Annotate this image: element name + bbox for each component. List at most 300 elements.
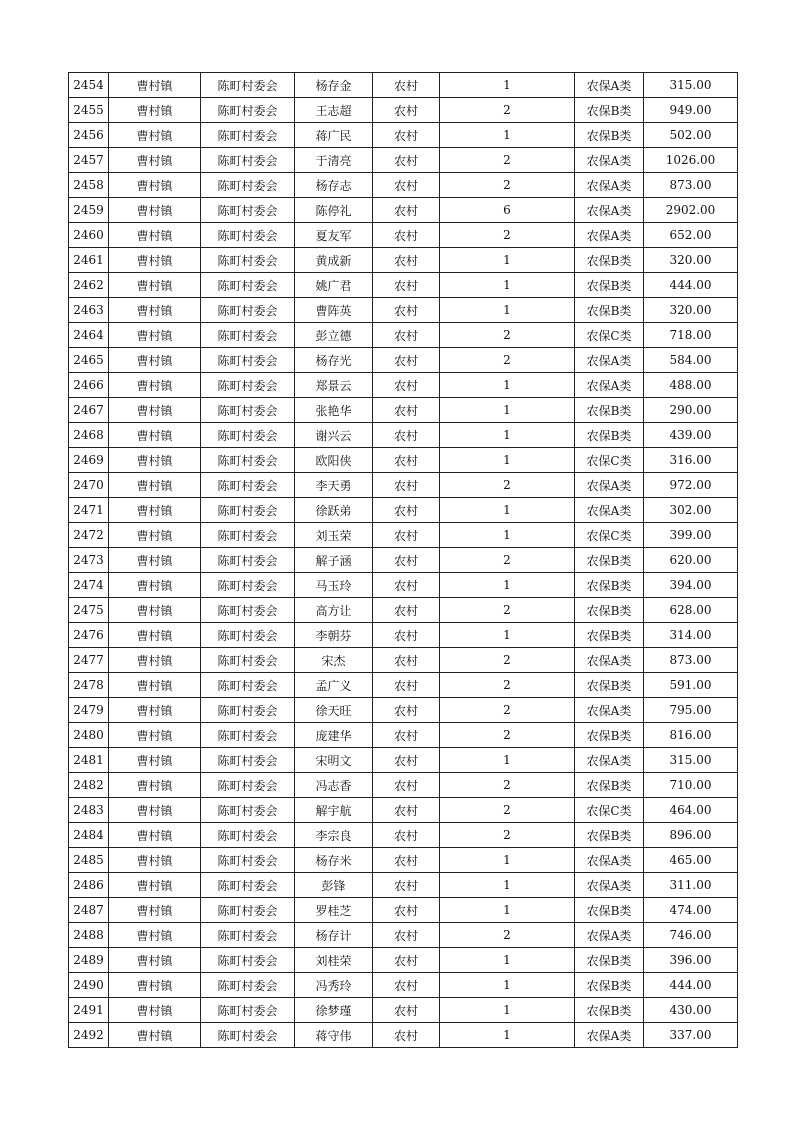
town-cell: 曹村镇 bbox=[109, 148, 201, 173]
amount-cell: 444.00 bbox=[644, 973, 738, 998]
insurance-category-cell: 农保A类 bbox=[575, 1023, 644, 1048]
town-cell: 曹村镇 bbox=[109, 223, 201, 248]
table-row bbox=[69, 973, 738, 998]
amount-cell: 795.00 bbox=[644, 698, 738, 723]
village-committee-cell: 陈町村委会 bbox=[201, 298, 295, 323]
table-row bbox=[69, 948, 738, 973]
town-cell: 曹村镇 bbox=[109, 323, 201, 348]
table-row bbox=[69, 298, 738, 323]
village-committee-cell: 陈町村委会 bbox=[201, 473, 295, 498]
row-number-cell: 2477 bbox=[69, 648, 109, 673]
village-committee-cell: 陈町村委会 bbox=[201, 498, 295, 523]
table-row bbox=[69, 148, 738, 173]
household-count-cell: 2 bbox=[440, 148, 575, 173]
name-cell: 高方让 bbox=[295, 598, 373, 623]
household-count-cell: 1 bbox=[440, 373, 575, 398]
table-row bbox=[69, 323, 738, 348]
area-type-cell: 农村 bbox=[373, 648, 440, 673]
amount-cell: 399.00 bbox=[644, 523, 738, 548]
town-cell: 曹村镇 bbox=[109, 973, 201, 998]
area-type-cell: 农村 bbox=[373, 123, 440, 148]
name-cell: 陈停礼 bbox=[295, 198, 373, 223]
village-committee-cell: 陈町村委会 bbox=[201, 598, 295, 623]
insurance-category-cell: 农保A类 bbox=[575, 498, 644, 523]
area-type-cell: 农村 bbox=[373, 798, 440, 823]
insurance-category-cell: 农保A类 bbox=[575, 73, 644, 98]
row-number-cell: 2463 bbox=[69, 298, 109, 323]
amount-cell: 311.00 bbox=[644, 873, 738, 898]
record-table-body bbox=[69, 73, 738, 1048]
area-type-cell: 农村 bbox=[373, 823, 440, 848]
area-type-cell: 农村 bbox=[373, 723, 440, 748]
name-cell: 黄成新 bbox=[295, 248, 373, 273]
row-number-cell: 2474 bbox=[69, 573, 109, 598]
household-count-cell: 2 bbox=[440, 348, 575, 373]
amount-cell: 394.00 bbox=[644, 573, 738, 598]
village-committee-cell: 陈町村委会 bbox=[201, 398, 295, 423]
table-row bbox=[69, 823, 738, 848]
amount-cell: 652.00 bbox=[644, 223, 738, 248]
town-cell: 曹村镇 bbox=[109, 698, 201, 723]
name-cell: 李朝芬 bbox=[295, 623, 373, 648]
household-count-cell: 1 bbox=[440, 423, 575, 448]
household-count-cell: 2 bbox=[440, 923, 575, 948]
village-committee-cell: 陈町村委会 bbox=[201, 73, 295, 98]
row-number-cell: 2462 bbox=[69, 273, 109, 298]
amount-cell: 873.00 bbox=[644, 648, 738, 673]
village-committee-cell: 陈町村委会 bbox=[201, 323, 295, 348]
town-cell: 曹村镇 bbox=[109, 373, 201, 398]
insurance-category-cell: 农保A类 bbox=[575, 148, 644, 173]
row-number-cell: 2466 bbox=[69, 373, 109, 398]
amount-cell: 439.00 bbox=[644, 423, 738, 448]
town-cell: 曹村镇 bbox=[109, 773, 201, 798]
name-cell: 蒋广民 bbox=[295, 123, 373, 148]
row-number-cell: 2487 bbox=[69, 898, 109, 923]
town-cell: 曹村镇 bbox=[109, 273, 201, 298]
row-number-cell: 2484 bbox=[69, 823, 109, 848]
village-committee-cell: 陈町村委会 bbox=[201, 448, 295, 473]
row-number-cell: 2455 bbox=[69, 98, 109, 123]
table-row bbox=[69, 1023, 738, 1048]
row-number-cell: 2457 bbox=[69, 148, 109, 173]
household-count-cell: 2 bbox=[440, 673, 575, 698]
household-count-cell: 2 bbox=[440, 798, 575, 823]
household-count-cell: 2 bbox=[440, 598, 575, 623]
household-count-cell: 1 bbox=[440, 498, 575, 523]
village-committee-cell: 陈町村委会 bbox=[201, 998, 295, 1023]
town-cell: 曹村镇 bbox=[109, 748, 201, 773]
row-number-cell: 2481 bbox=[69, 748, 109, 773]
town-cell: 曹村镇 bbox=[109, 673, 201, 698]
town-cell: 曹村镇 bbox=[109, 473, 201, 498]
town-cell: 曹村镇 bbox=[109, 73, 201, 98]
town-cell: 曹村镇 bbox=[109, 448, 201, 473]
table-row bbox=[69, 598, 738, 623]
insurance-category-cell: 农保C类 bbox=[575, 323, 644, 348]
village-committee-cell: 陈町村委会 bbox=[201, 873, 295, 898]
insurance-category-cell: 农保A类 bbox=[575, 173, 644, 198]
name-cell: 张艳华 bbox=[295, 398, 373, 423]
insurance-category-cell: 农保A类 bbox=[575, 748, 644, 773]
area-type-cell: 农村 bbox=[373, 323, 440, 348]
area-type-cell: 农村 bbox=[373, 973, 440, 998]
amount-cell: 474.00 bbox=[644, 898, 738, 923]
row-number-cell: 2467 bbox=[69, 398, 109, 423]
amount-cell: 502.00 bbox=[644, 123, 738, 148]
row-number-cell: 2459 bbox=[69, 198, 109, 223]
household-count-cell: 1 bbox=[440, 73, 575, 98]
area-type-cell: 农村 bbox=[373, 698, 440, 723]
insurance-category-cell: 农保A类 bbox=[575, 923, 644, 948]
insurance-category-cell: 农保A类 bbox=[575, 373, 644, 398]
household-count-cell: 1 bbox=[440, 948, 575, 973]
area-type-cell: 农村 bbox=[373, 1023, 440, 1048]
insurance-category-cell: 农保C类 bbox=[575, 448, 644, 473]
row-number-cell: 2480 bbox=[69, 723, 109, 748]
area-type-cell: 农村 bbox=[373, 573, 440, 598]
row-number-cell: 2489 bbox=[69, 948, 109, 973]
amount-cell: 873.00 bbox=[644, 173, 738, 198]
village-committee-cell: 陈町村委会 bbox=[201, 348, 295, 373]
village-committee-cell: 陈町村委会 bbox=[201, 673, 295, 698]
amount-cell: 465.00 bbox=[644, 848, 738, 873]
household-count-cell: 1 bbox=[440, 873, 575, 898]
name-cell: 刘玉荣 bbox=[295, 523, 373, 548]
name-cell: 彭锋 bbox=[295, 873, 373, 898]
area-type-cell: 农村 bbox=[373, 598, 440, 623]
town-cell: 曹村镇 bbox=[109, 898, 201, 923]
household-count-cell: 2 bbox=[440, 723, 575, 748]
area-type-cell: 农村 bbox=[373, 773, 440, 798]
amount-cell: 302.00 bbox=[644, 498, 738, 523]
household-count-cell: 2 bbox=[440, 548, 575, 573]
name-cell: 郑景云 bbox=[295, 373, 373, 398]
village-committee-cell: 陈町村委会 bbox=[201, 523, 295, 548]
insurance-category-cell: 农保B类 bbox=[575, 673, 644, 698]
area-type-cell: 农村 bbox=[373, 873, 440, 898]
table-row bbox=[69, 873, 738, 898]
household-count-cell: 1 bbox=[440, 448, 575, 473]
town-cell: 曹村镇 bbox=[109, 723, 201, 748]
insurance-category-cell: 农保B类 bbox=[575, 123, 644, 148]
village-committee-cell: 陈町村委会 bbox=[201, 98, 295, 123]
area-type-cell: 农村 bbox=[373, 223, 440, 248]
town-cell: 曹村镇 bbox=[109, 248, 201, 273]
name-cell: 杨存计 bbox=[295, 923, 373, 948]
insurance-category-cell: 农保A类 bbox=[575, 848, 644, 873]
amount-cell: 320.00 bbox=[644, 298, 738, 323]
table-row bbox=[69, 423, 738, 448]
row-number-cell: 2490 bbox=[69, 973, 109, 998]
amount-cell: 430.00 bbox=[644, 998, 738, 1023]
insurance-category-cell: 农保B类 bbox=[575, 973, 644, 998]
insurance-category-cell: 农保B类 bbox=[575, 723, 644, 748]
household-count-cell: 2 bbox=[440, 648, 575, 673]
amount-cell: 444.00 bbox=[644, 273, 738, 298]
town-cell: 曹村镇 bbox=[109, 398, 201, 423]
row-number-cell: 2460 bbox=[69, 223, 109, 248]
row-number-cell: 2482 bbox=[69, 773, 109, 798]
village-committee-cell: 陈町村委会 bbox=[201, 648, 295, 673]
name-cell: 庞建华 bbox=[295, 723, 373, 748]
amount-cell: 584.00 bbox=[644, 348, 738, 373]
row-number-cell: 2469 bbox=[69, 448, 109, 473]
name-cell: 解宇航 bbox=[295, 798, 373, 823]
insurance-category-cell: 农保B类 bbox=[575, 623, 644, 648]
name-cell: 姚广君 bbox=[295, 273, 373, 298]
insurance-category-cell: 农保A类 bbox=[575, 698, 644, 723]
household-count-cell: 1 bbox=[440, 898, 575, 923]
village-committee-cell: 陈町村委会 bbox=[201, 573, 295, 598]
insurance-category-cell: 农保B类 bbox=[575, 773, 644, 798]
insurance-category-cell: 农保B类 bbox=[575, 98, 644, 123]
name-cell: 冯志香 bbox=[295, 773, 373, 798]
name-cell: 曹阵英 bbox=[295, 298, 373, 323]
area-type-cell: 农村 bbox=[373, 373, 440, 398]
row-number-cell: 2478 bbox=[69, 673, 109, 698]
table-row bbox=[69, 523, 738, 548]
household-count-cell: 2 bbox=[440, 823, 575, 848]
row-number-cell: 2476 bbox=[69, 623, 109, 648]
town-cell: 曹村镇 bbox=[109, 348, 201, 373]
table-row bbox=[69, 98, 738, 123]
amount-cell: 320.00 bbox=[644, 248, 738, 273]
town-cell: 曹村镇 bbox=[109, 598, 201, 623]
town-cell: 曹村镇 bbox=[109, 648, 201, 673]
row-number-cell: 2468 bbox=[69, 423, 109, 448]
village-committee-cell: 陈町村委会 bbox=[201, 148, 295, 173]
insurance-category-cell: 农保A类 bbox=[575, 348, 644, 373]
table-row bbox=[69, 373, 738, 398]
household-count-cell: 1 bbox=[440, 973, 575, 998]
row-number-cell: 2479 bbox=[69, 698, 109, 723]
amount-cell: 628.00 bbox=[644, 598, 738, 623]
town-cell: 曹村镇 bbox=[109, 1023, 201, 1048]
household-count-cell: 1 bbox=[440, 273, 575, 298]
town-cell: 曹村镇 bbox=[109, 173, 201, 198]
name-cell: 蒋守伟 bbox=[295, 1023, 373, 1048]
area-type-cell: 农村 bbox=[373, 73, 440, 98]
row-number-cell: 2465 bbox=[69, 348, 109, 373]
town-cell: 曹村镇 bbox=[109, 123, 201, 148]
area-type-cell: 农村 bbox=[373, 448, 440, 473]
name-cell: 杨存米 bbox=[295, 848, 373, 873]
row-number-cell: 2461 bbox=[69, 248, 109, 273]
amount-cell: 710.00 bbox=[644, 773, 738, 798]
name-cell: 于清亮 bbox=[295, 148, 373, 173]
household-count-cell: 1 bbox=[440, 298, 575, 323]
area-type-cell: 农村 bbox=[373, 998, 440, 1023]
insurance-category-cell: 农保C类 bbox=[575, 523, 644, 548]
name-cell: 宋杰 bbox=[295, 648, 373, 673]
amount-cell: 972.00 bbox=[644, 473, 738, 498]
area-type-cell: 农村 bbox=[373, 348, 440, 373]
insurance-category-cell: 农保A类 bbox=[575, 648, 644, 673]
village-committee-cell: 陈町村委会 bbox=[201, 248, 295, 273]
household-count-cell: 2 bbox=[440, 323, 575, 348]
area-type-cell: 农村 bbox=[373, 848, 440, 873]
name-cell: 杨存光 bbox=[295, 348, 373, 373]
insurance-category-cell: 农保C类 bbox=[575, 798, 644, 823]
name-cell: 李天勇 bbox=[295, 473, 373, 498]
amount-cell: 315.00 bbox=[644, 73, 738, 98]
name-cell: 李宗良 bbox=[295, 823, 373, 848]
amount-cell: 464.00 bbox=[644, 798, 738, 823]
table-row bbox=[69, 623, 738, 648]
row-number-cell: 2473 bbox=[69, 548, 109, 573]
household-count-cell: 1 bbox=[440, 748, 575, 773]
name-cell: 夏友军 bbox=[295, 223, 373, 248]
insurance-category-cell: 农保B类 bbox=[575, 598, 644, 623]
name-cell: 宋明文 bbox=[295, 748, 373, 773]
household-count-cell: 1 bbox=[440, 248, 575, 273]
town-cell: 曹村镇 bbox=[109, 548, 201, 573]
name-cell: 杨存金 bbox=[295, 73, 373, 98]
insurance-category-cell: 农保A类 bbox=[575, 873, 644, 898]
village-committee-cell: 陈町村委会 bbox=[201, 798, 295, 823]
household-count-cell: 2 bbox=[440, 98, 575, 123]
area-type-cell: 农村 bbox=[373, 398, 440, 423]
amount-cell: 718.00 bbox=[644, 323, 738, 348]
household-count-cell: 2 bbox=[440, 223, 575, 248]
table-row bbox=[69, 848, 738, 873]
table-row bbox=[69, 698, 738, 723]
name-cell: 欧阳侠 bbox=[295, 448, 373, 473]
table-row bbox=[69, 398, 738, 423]
town-cell: 曹村镇 bbox=[109, 948, 201, 973]
table-row bbox=[69, 748, 738, 773]
name-cell: 徐跃弟 bbox=[295, 498, 373, 523]
town-cell: 曹村镇 bbox=[109, 298, 201, 323]
town-cell: 曹村镇 bbox=[109, 423, 201, 448]
town-cell: 曹村镇 bbox=[109, 823, 201, 848]
amount-cell: 816.00 bbox=[644, 723, 738, 748]
village-committee-cell: 陈町村委会 bbox=[201, 423, 295, 448]
name-cell: 杨存志 bbox=[295, 173, 373, 198]
village-committee-cell: 陈町村委会 bbox=[201, 698, 295, 723]
village-committee-cell: 陈町村委会 bbox=[201, 1023, 295, 1048]
household-count-cell: 1 bbox=[440, 398, 575, 423]
town-cell: 曹村镇 bbox=[109, 198, 201, 223]
area-type-cell: 农村 bbox=[373, 473, 440, 498]
insurance-category-cell: 农保B类 bbox=[575, 948, 644, 973]
village-committee-cell: 陈町村委会 bbox=[201, 623, 295, 648]
table-row bbox=[69, 548, 738, 573]
table-row bbox=[69, 573, 738, 598]
table-row bbox=[69, 123, 738, 148]
household-count-cell: 2 bbox=[440, 173, 575, 198]
area-type-cell: 农村 bbox=[373, 148, 440, 173]
name-cell: 王志超 bbox=[295, 98, 373, 123]
village-committee-cell: 陈町村委会 bbox=[201, 373, 295, 398]
row-number-cell: 2456 bbox=[69, 123, 109, 148]
town-cell: 曹村镇 bbox=[109, 98, 201, 123]
area-type-cell: 农村 bbox=[373, 548, 440, 573]
amount-cell: 1026.00 bbox=[644, 148, 738, 173]
area-type-cell: 农村 bbox=[373, 248, 440, 273]
table-row bbox=[69, 198, 738, 223]
amount-cell: 620.00 bbox=[644, 548, 738, 573]
name-cell: 徐天旺 bbox=[295, 698, 373, 723]
insurance-category-cell: 农保B类 bbox=[575, 298, 644, 323]
amount-cell: 316.00 bbox=[644, 448, 738, 473]
area-type-cell: 农村 bbox=[373, 198, 440, 223]
town-cell: 曹村镇 bbox=[109, 873, 201, 898]
amount-cell: 337.00 bbox=[644, 1023, 738, 1048]
row-number-cell: 2454 bbox=[69, 73, 109, 98]
insurance-category-cell: 农保B类 bbox=[575, 273, 644, 298]
town-cell: 曹村镇 bbox=[109, 573, 201, 598]
table-row bbox=[69, 498, 738, 523]
table-row bbox=[69, 273, 738, 298]
area-type-cell: 农村 bbox=[373, 273, 440, 298]
row-number-cell: 2471 bbox=[69, 498, 109, 523]
village-committee-cell: 陈町村委会 bbox=[201, 223, 295, 248]
table-row bbox=[69, 223, 738, 248]
insurance-category-cell: 农保B类 bbox=[575, 823, 644, 848]
name-cell: 徐梦瑾 bbox=[295, 998, 373, 1023]
area-type-cell: 农村 bbox=[373, 748, 440, 773]
insurance-category-cell: 农保B类 bbox=[575, 248, 644, 273]
household-count-cell: 1 bbox=[440, 123, 575, 148]
insurance-category-cell: 农保B类 bbox=[575, 548, 644, 573]
insurance-category-cell: 农保B类 bbox=[575, 998, 644, 1023]
town-cell: 曹村镇 bbox=[109, 998, 201, 1023]
village-committee-cell: 陈町村委会 bbox=[201, 748, 295, 773]
area-type-cell: 农村 bbox=[373, 948, 440, 973]
household-count-cell: 1 bbox=[440, 573, 575, 598]
row-number-cell: 2492 bbox=[69, 1023, 109, 1048]
record-table bbox=[68, 72, 738, 1048]
household-count-cell: 1 bbox=[440, 1023, 575, 1048]
table-row bbox=[69, 448, 738, 473]
household-count-cell: 2 bbox=[440, 473, 575, 498]
town-cell: 曹村镇 bbox=[109, 848, 201, 873]
area-type-cell: 农村 bbox=[373, 498, 440, 523]
town-cell: 曹村镇 bbox=[109, 623, 201, 648]
village-committee-cell: 陈町村委会 bbox=[201, 948, 295, 973]
name-cell: 解子涵 bbox=[295, 548, 373, 573]
area-type-cell: 农村 bbox=[373, 98, 440, 123]
table-row bbox=[69, 648, 738, 673]
area-type-cell: 农村 bbox=[373, 673, 440, 698]
insurance-category-cell: 农保A类 bbox=[575, 473, 644, 498]
household-count-cell: 1 bbox=[440, 623, 575, 648]
name-cell: 刘桂荣 bbox=[295, 948, 373, 973]
insurance-category-cell: 农保B类 bbox=[575, 398, 644, 423]
insurance-category-cell: 农保B类 bbox=[575, 423, 644, 448]
village-committee-cell: 陈町村委会 bbox=[201, 548, 295, 573]
row-number-cell: 2483 bbox=[69, 798, 109, 823]
row-number-cell: 2458 bbox=[69, 173, 109, 198]
row-number-cell: 2464 bbox=[69, 323, 109, 348]
table-row bbox=[69, 173, 738, 198]
row-number-cell: 2485 bbox=[69, 848, 109, 873]
table-row bbox=[69, 723, 738, 748]
row-number-cell: 2486 bbox=[69, 873, 109, 898]
household-count-cell: 6 bbox=[440, 198, 575, 223]
village-committee-cell: 陈町村委会 bbox=[201, 773, 295, 798]
amount-cell: 396.00 bbox=[644, 948, 738, 973]
village-committee-cell: 陈町村委会 bbox=[201, 973, 295, 998]
town-cell: 曹村镇 bbox=[109, 523, 201, 548]
name-cell: 彭立德 bbox=[295, 323, 373, 348]
village-committee-cell: 陈町村委会 bbox=[201, 198, 295, 223]
village-committee-cell: 陈町村委会 bbox=[201, 923, 295, 948]
village-committee-cell: 陈町村委会 bbox=[201, 848, 295, 873]
town-cell: 曹村镇 bbox=[109, 923, 201, 948]
